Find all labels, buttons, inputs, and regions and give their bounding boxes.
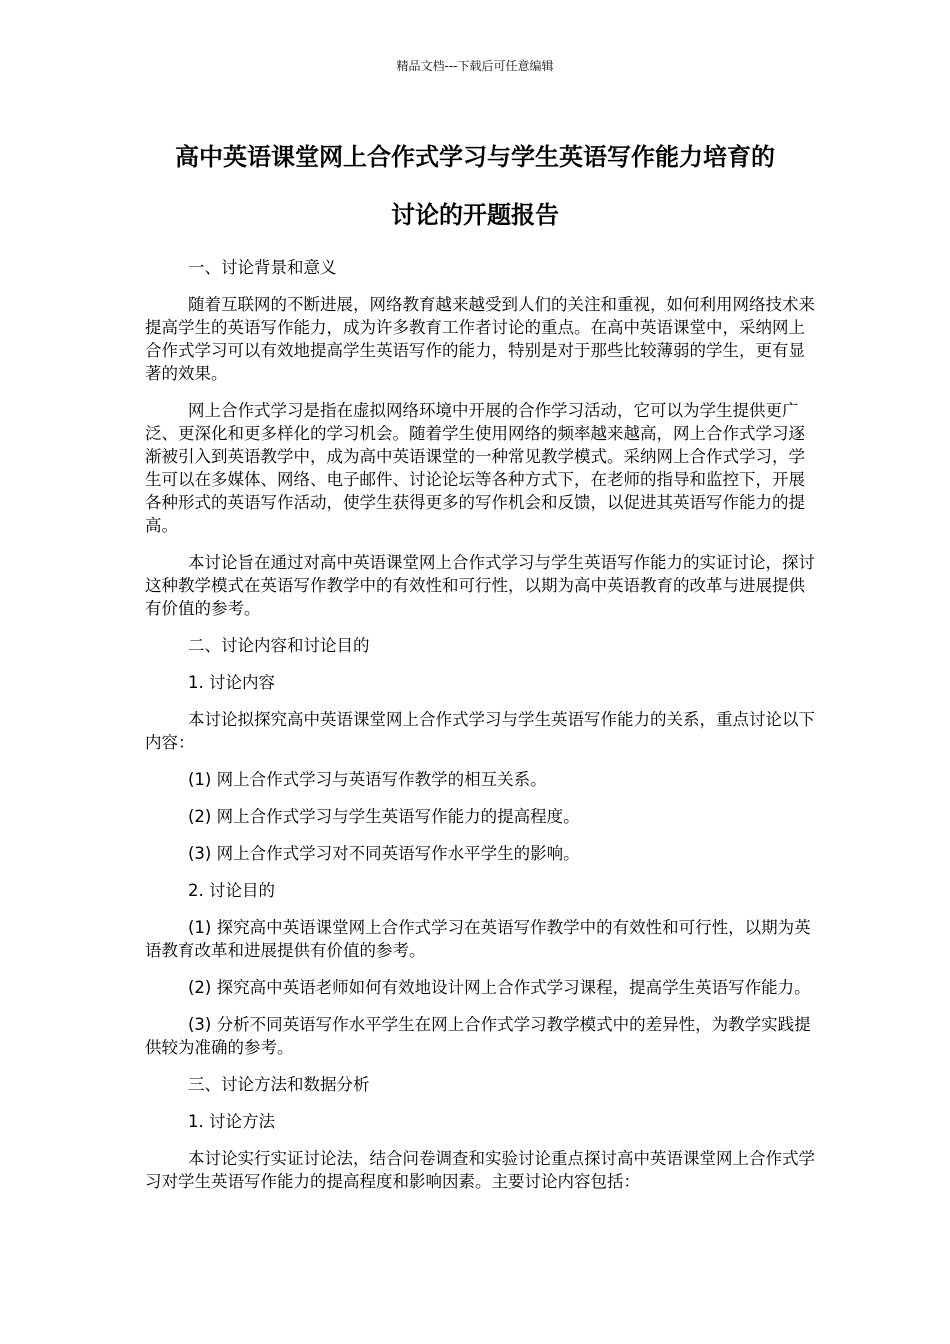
list-item: (1) 探究高中英语课堂网上合作式学习在英语写作教学中的有效性和可行性，以期为英语教育改革和进展提供有价值的参考。 [145, 918, 811, 960]
subsection-heading: 1. 讨论内容 [188, 673, 275, 692]
list-item: (1) 网上合作式学习与英语写作教学的相互关系。 [188, 770, 547, 789]
list-item: (2) 探究高中英语老师如何有效地设计网上合作式学习课程，提高学生英语写作能力。 [188, 978, 811, 997]
subsection-heading: 1. 讨论方法 [188, 1112, 275, 1131]
subsection-heading: 2. 讨论目的 [188, 881, 275, 900]
document-body [145, 256, 815, 1207]
section-heading-background: 一、讨论背景和意义 [188, 258, 337, 277]
title-line-2: 讨论的开题报告 [391, 201, 559, 229]
section-heading-methods: 三、讨论方法和数据分析 [188, 1075, 370, 1094]
section-heading-content: 二、讨论内容和讨论目的 [188, 636, 370, 655]
paragraph: 本讨论旨在通过对高中英语课堂网上合作式学习与学生英语写作能力的实证讨论，探讨这种教学模式在英语写作教学中的有效性和可行性，以期为高中英语教育的改革与进展提供有价值的参考。 [145, 553, 815, 618]
list-item: (2) 网上合作式学习与学生英语写作能力的提高程度。 [188, 807, 580, 826]
paragraph: 本讨论拟探究高中英语课堂网上合作式学习与学生英语写作能力的关系，重点讨论以下内容： [145, 710, 815, 752]
paragraph: 网上合作式学习是指在虚拟网络环境中开展的合作学习活动，它可以为学生提供更广泛、更深化和更多样化的学习机会。随着学生使用网络的频率越来越高，网上合作式学习逐渐被引入到英语教学中，成为高中英语课堂的一种常见教学模式。采纳网上合作式学习，学生可以在多媒体、网络、电子邮件、讨论论坛等各种方式下，在老师的指导和监控下，开展各种形式的英语写作活动，使学生获得更多的写作机会和反馈，以促进其英语写作能力的提高。 [145, 401, 805, 535]
page-header: 精品文档---下载后可任意编辑 [396, 59, 554, 73]
paragraph: 随着互联网的不断进展，网络教育越来越受到人们的关注和重视，如何利用网络技术来提高学生的英语写作能力，成为许多教育工作者讨论的重点。在高中英语课堂中，采纳网上合作式学习可以有效地提高学生英语写作的能力，特别是对于那些比较薄弱的学生，更有显著的效果。 [145, 295, 815, 383]
list-item: (3) 网上合作式学习对不同英语写作水平学生的影响。 [188, 844, 580, 863]
list-item: (3) 分析不同英语写作水平学生在网上合作式学习教学模式中的差异性，为教学实践提供较为准确的参考。 [145, 1015, 811, 1057]
paragraph: 本讨论实行实证讨论法，结合问卷调查和实验讨论重点探讨高中英语课堂网上合作式学习对学生英语写作能力的提高程度和影响因素。主要讨论内容包括： [145, 1149, 815, 1191]
title-line-1: 高中英语课堂网上合作式学习与学生英语写作能力培育的 [175, 143, 775, 171]
document-title [100, 128, 850, 244]
